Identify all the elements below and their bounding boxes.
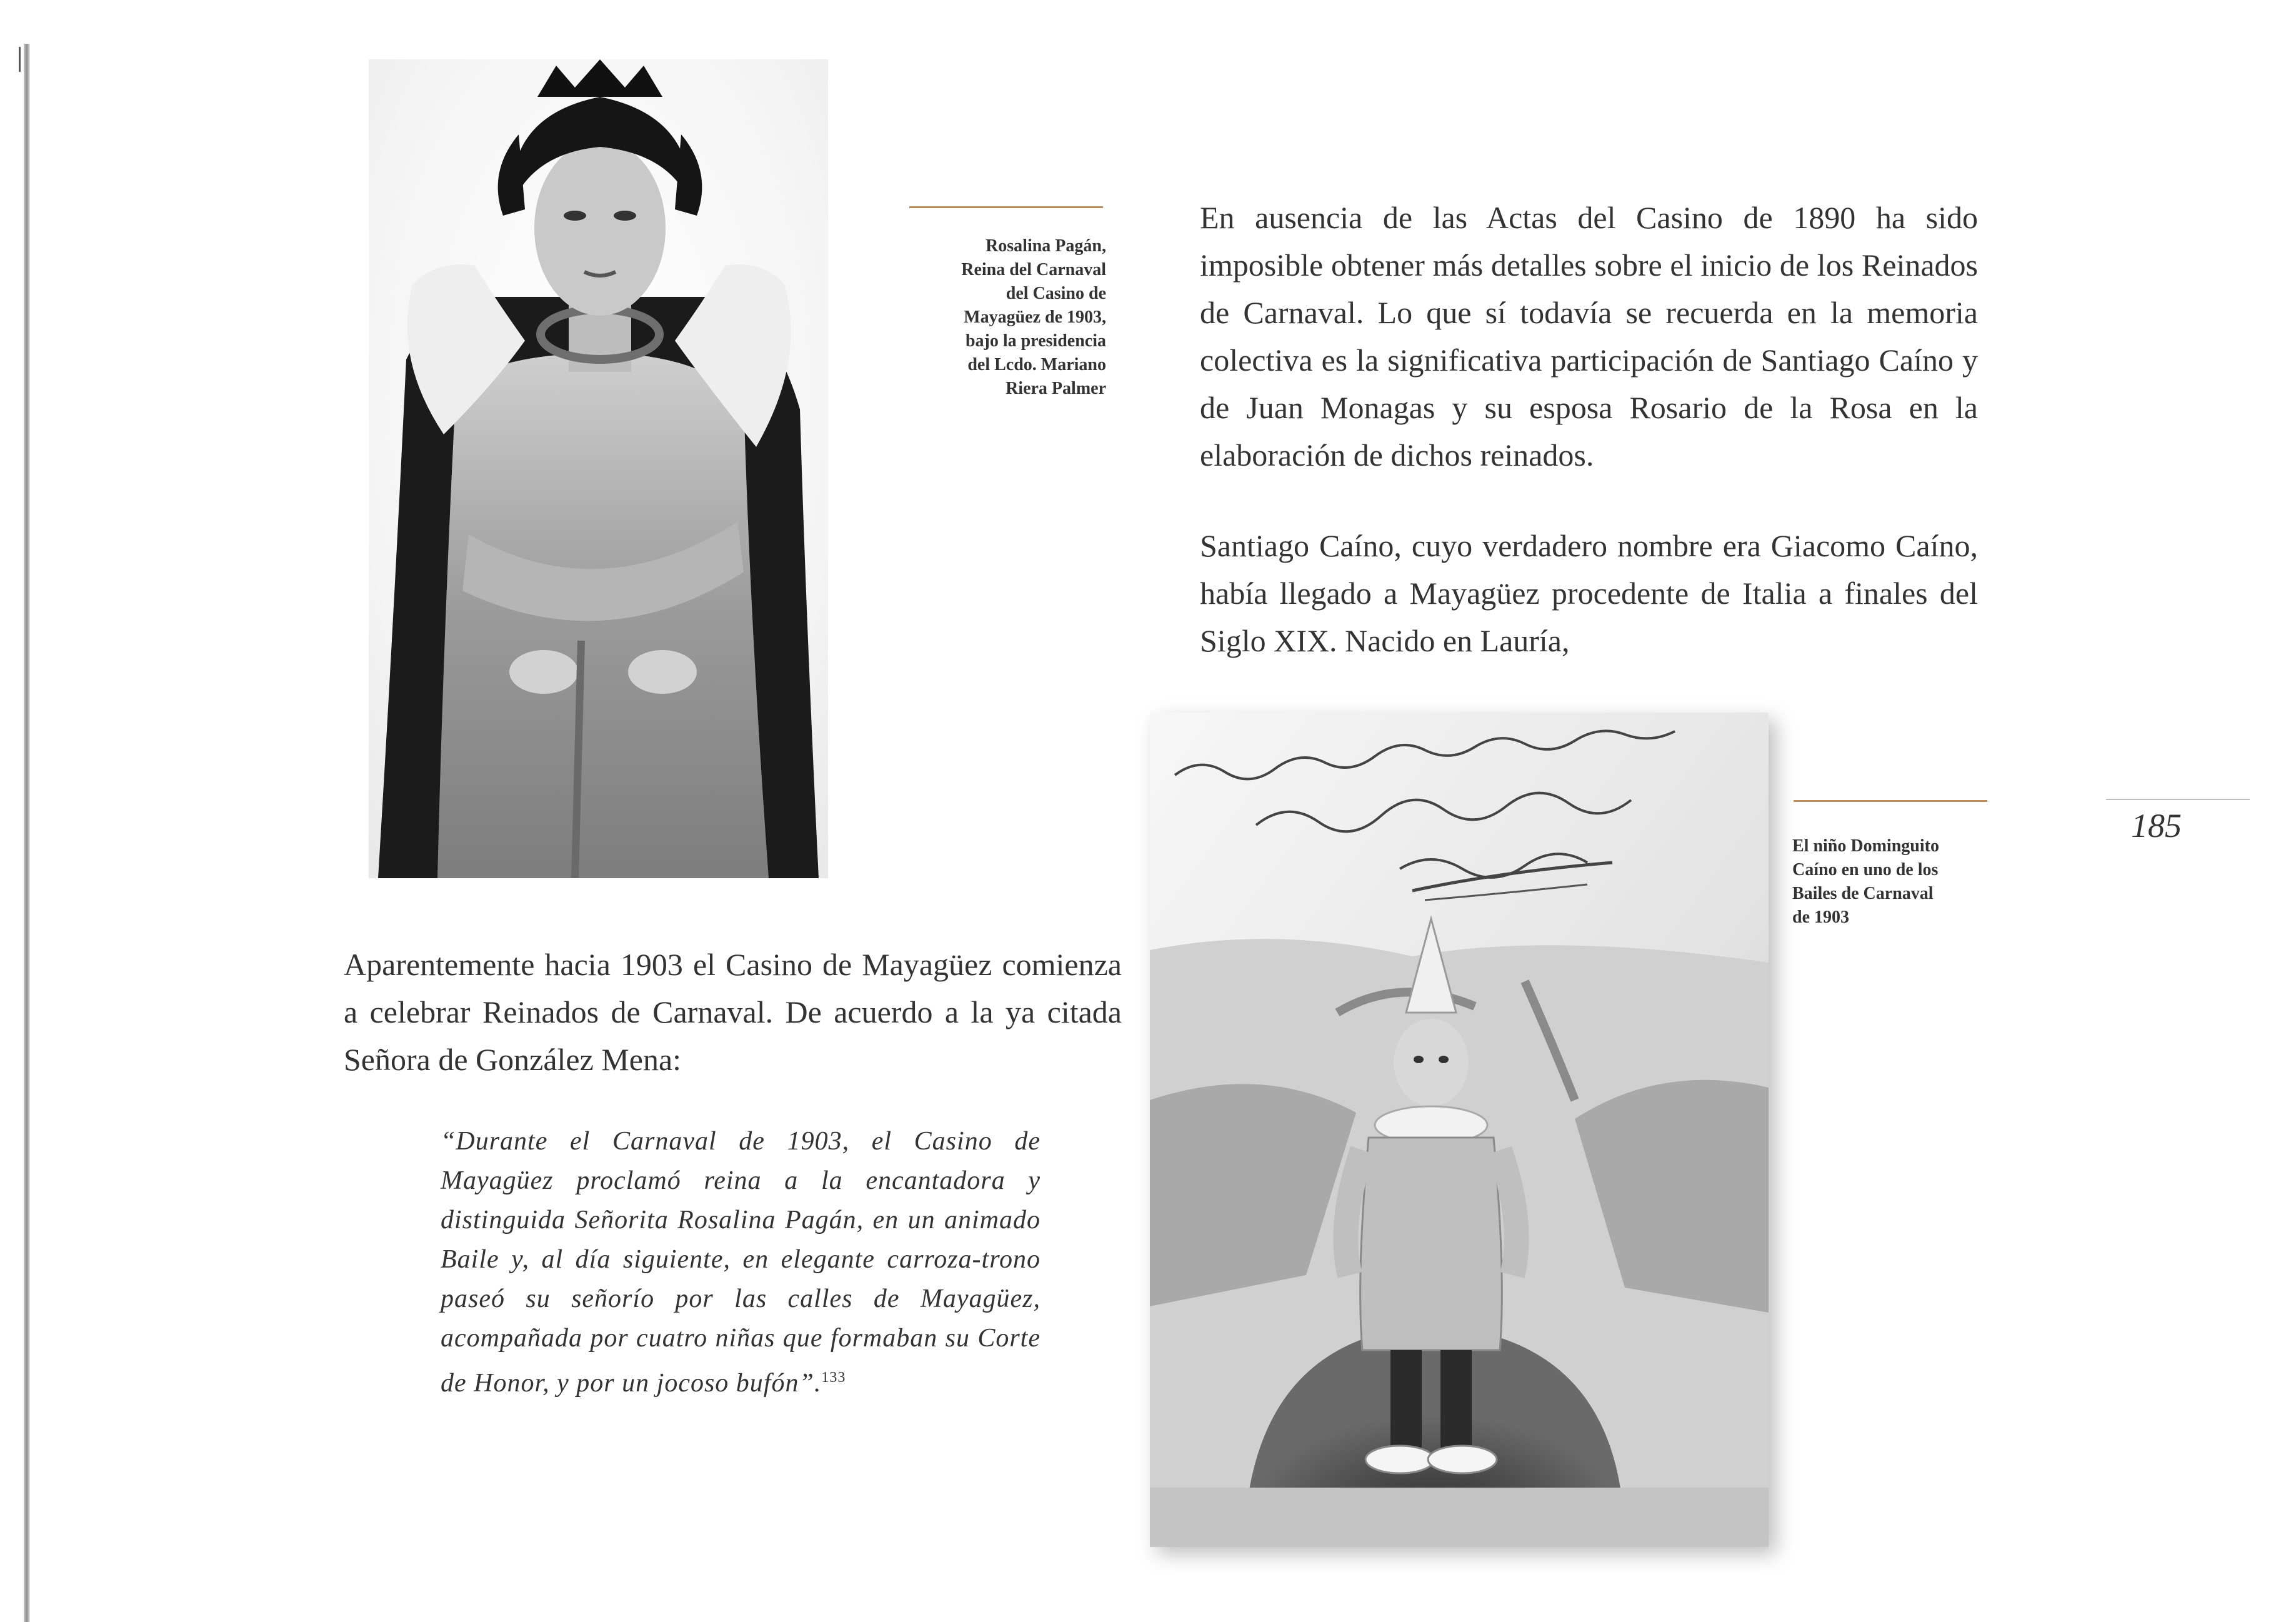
caption-line: Mayagüez de 1903, [964, 308, 1106, 327]
page-number-rule [2106, 799, 2250, 800]
paragraph-text: En ausencia de las Actas del Casino de 1890 ha sido imposible obtener más detalles sobre el inicio de los Reinados de Carnaval. Lo que sí todavía se recuerda en la memoria colectiva es la significativa participación de Santiago Caíno y de Juan Monagas y su esposa Rosario de la Rosa en la elaboración de dichos reinados. [1200, 200, 1978, 473]
caption-line: Riera Palmer [1006, 379, 1106, 398]
binding-gutter [24, 44, 30, 1622]
caption-line: del Lcdo. Mariano [967, 355, 1106, 374]
footnote-reference: 133 [821, 1369, 846, 1386]
caption-rosalina [875, 234, 1106, 401]
paragraph-actas-casino [1200, 194, 1978, 479]
paragraph-reinados-1903 [344, 941, 1122, 1083]
caption-line: Rosalina Pagán, [986, 236, 1106, 256]
quote-text: “Durante el Carnaval de 1903, el Casino de Mayagüez proclamó reina a la encantadora y distinguida Señorita Rosalina Pagán, en un animado Baile y, al día siguiente, en elegante carroza-trono paseó su señorío por las calles de Mayagüez, acompañada por cuatro niñas que formaban su Corte de Honor, y por un jocoso bufón”. [441, 1127, 1041, 1398]
caption-rule-dominguito [1794, 800, 1987, 802]
caption-line: Caíno en uno de los [1792, 860, 1939, 879]
photo-dominguito-caino [1150, 713, 1769, 1547]
caption-line: de 1903 [1792, 908, 1849, 927]
paragraph-santiago-caino [1200, 522, 1978, 664]
caption-dominguito [1792, 834, 2017, 929]
paragraph-text: Santiago Caíno, cuyo verdadero nombre era Giacomo Caíno, había llegado a Mayagüez procedente de Italia a finales del Siglo XIX. Nacido en Lauría, [1200, 528, 1978, 658]
block-quote [441, 1122, 1041, 1403]
caption-line: Bailes de Carnaval [1792, 884, 1934, 903]
photo-rosalina-pagan [369, 59, 828, 878]
gutter-mark [19, 47, 21, 72]
page-number: 185 [2131, 807, 2182, 844]
paragraph-text: Aparentemente hacia 1903 el Casino de Mayagüez comienza a celebrar Reinados de Carnaval. De acuerdo a la ya citada Señora de González Mena: [344, 947, 1122, 1077]
caption-line: Reina del Carnaval [961, 260, 1106, 279]
caption-line: El niño Dominguito [1792, 836, 1939, 856]
caption-line: bajo la presidencia [965, 331, 1106, 351]
caption-line: del Casino de [1006, 284, 1106, 303]
caption-rule-rosalina [909, 206, 1103, 208]
